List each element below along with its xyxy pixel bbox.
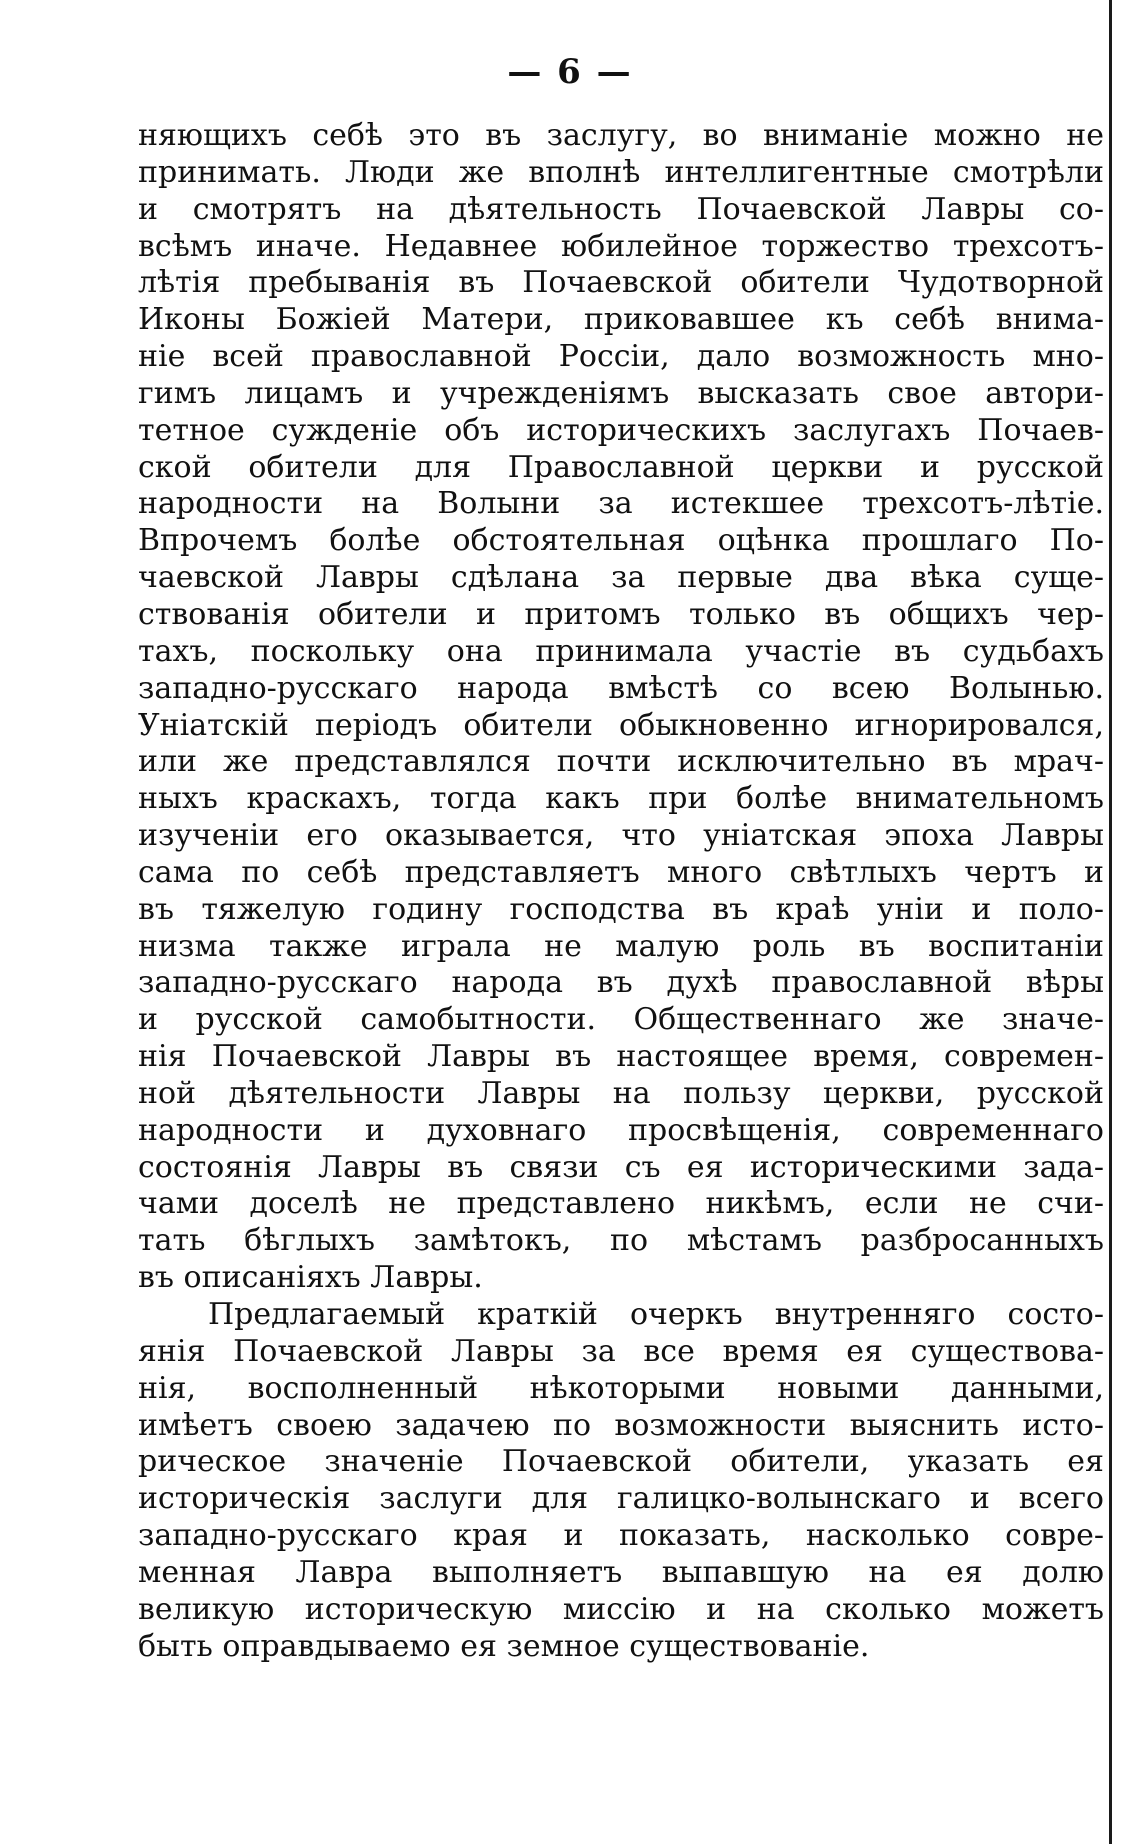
- text-line: и смотрятъ на дѣятельность Почаевской Лавры со-: [138, 191, 1104, 227]
- text-line: состоянія Лавры въ связи съ ея историческими зада-: [138, 1149, 1104, 1185]
- text-line: нія Почаевской Лавры въ настоящее время, современ-: [138, 1039, 1104, 1075]
- text-line: тахъ, поскольку она принимала участіе въ судьбахъ: [138, 633, 1104, 669]
- text-line: или же представлялся почти исключительно въ мрач-: [138, 744, 1104, 780]
- text-line: ствованія обители и притомъ только въ общихъ чер-: [138, 596, 1104, 632]
- text-line: великую историческую миссію и на сколько можетъ: [138, 1591, 1104, 1627]
- text-line: западно-русскаго народа въ духѣ православной вѣры: [138, 965, 1104, 1001]
- text-line: ніе всей православной Россіи, дало возможность мно-: [138, 339, 1104, 375]
- text-line: менная Лавра выполняетъ выпавшую на ея долю: [138, 1554, 1104, 1590]
- text-line: тетное сужденіе объ историческихъ заслугахъ Почаев-: [138, 412, 1104, 448]
- paragraph-2: [138, 1297, 1104, 1665]
- text-line: въ описаніяхъ Лавры.: [138, 1260, 483, 1296]
- text-line: Впрочемъ болѣе обстоятельная оцѣнка прошлаго По-: [138, 523, 1104, 559]
- text-line: историческія заслуги для галицко-волынскаго и всего: [138, 1481, 1104, 1517]
- text-line: нія, восполненный нѣкоторыми новыми данными,: [138, 1370, 1104, 1406]
- text-line: чами доселѣ не представлено никѣмъ, если не счи-: [138, 1186, 1104, 1222]
- page-number: — 6 —: [507, 52, 633, 92]
- text-line: имѣетъ своею задачею по возможности выяснить исто-: [138, 1407, 1104, 1443]
- text-line: народности на Волыни за истекшее трехсотъ-лѣтіе.: [138, 486, 1104, 522]
- text-line: няющихъ себѣ это въ заслугу, во вниманіе можно не: [138, 118, 1104, 153]
- text-line: ной дѣятельности Лавры на пользу церкви, русской: [138, 1075, 1104, 1111]
- text-line: Уніатскій періодъ обители обыкновенно игнорировался,: [138, 707, 1104, 743]
- paragraph-1: [138, 118, 1104, 1297]
- page-edge-rule: [1109, 0, 1112, 1844]
- body-text: [138, 118, 1104, 1665]
- text-line: ской обители для Православной церкви и русской: [138, 449, 1104, 485]
- text-line: рическое значеніе Почаевской обители, указать ея: [138, 1444, 1104, 1480]
- text-line: Предлагаемый краткій очеркъ внутренняго состо-: [208, 1297, 1104, 1332]
- text-line: въ тяжелую годину господства въ краѣ уніи и поло-: [138, 891, 1104, 927]
- text-line: сама по себѣ представляетъ много свѣтлыхъ чертъ и: [138, 854, 1104, 890]
- text-line: всѣмъ иначе. Недавнее юбилейное торжество трехсотъ-: [138, 228, 1104, 264]
- text-line: изученіи его оказывается, что уніатская эпоха Лавры: [138, 818, 1104, 854]
- text-line: низма также играла не малую роль въ воспитаніи: [138, 928, 1104, 964]
- text-line: быть оправдываемо ея земное существованіе.: [138, 1628, 870, 1664]
- text-line: народности и духовнаго просвѣщенія, современнаго: [138, 1112, 1104, 1148]
- text-line: гимъ лицамъ и учрежденіямъ высказать свое автори-: [138, 375, 1104, 411]
- text-line: чаевской Лавры сдѣлана за первые два вѣка суще-: [138, 560, 1104, 596]
- text-line: тать бѣглыхъ замѣтокъ, по мѣстамъ разбросанныхъ: [138, 1223, 1104, 1259]
- text-line: ныхъ краскахъ, тогда какъ при болѣе внимательномъ: [138, 781, 1104, 817]
- text-line: западно-русскаго края и показать, насколько совре-: [138, 1518, 1104, 1554]
- text-line: лѣтія пребыванія въ Почаевской обители Чудотворной: [138, 265, 1104, 301]
- text-line: принимать. Люди же вполнѣ интеллигентные смотрѣли: [138, 154, 1104, 190]
- text-line: западно-русскаго народа вмѣстѣ со всею Волынью.: [138, 670, 1104, 706]
- text-line: и русской самобытности. Общественнаго же значе-: [138, 1002, 1104, 1038]
- text-line: янія Почаевской Лавры за все время ея существова-: [138, 1333, 1104, 1369]
- text-line: Иконы Божіей Матери, приковавшее къ себѣ внима-: [138, 302, 1104, 338]
